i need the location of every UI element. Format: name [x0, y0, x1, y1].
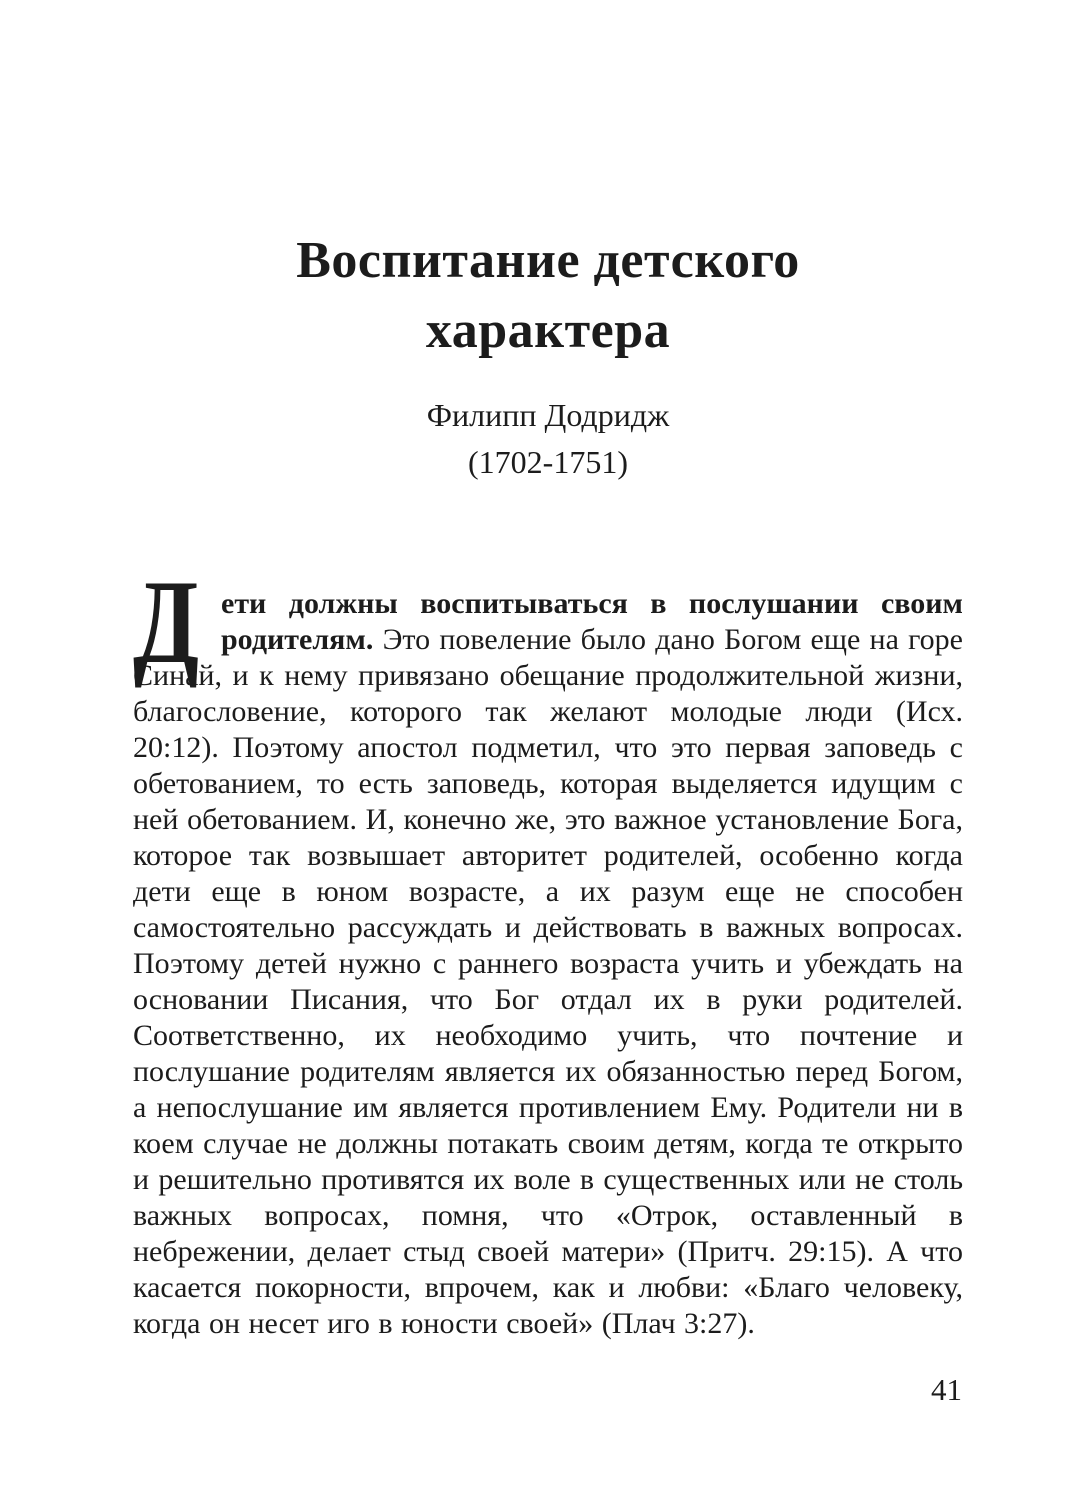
page-title: [133, 226, 963, 366]
author-block: [133, 392, 963, 486]
page-title-line-1: Воспитание детского: [296, 232, 800, 289]
paragraph-lead-bold: ети должны воспитываться в послушании своим родителям.: [221, 587, 963, 656]
paragraph-text: Это повеление было дано Богом еще на горе Синай, и к нему привязано обещание продолжительной жизни, благословение, которого так желают молодые люди (Исх. 20:12). Поэтому апостол подметил, что это первая заповедь с обетованием, то есть заповедь, которая выделяется идущим с ней обетованием. И, конечно же, это важное установление Бога, которое так возвышает авторитет родителей, особенно когда дети еще в юном возрасте, а их разум еще не способен самостоятельно рассуждать и действовать в важных вопросах. Поэтому детей нужно с раннего возраста учить и убеждать на основании Писания, что Бог отдал их в руки родителей. Соответственно, их необходимо учить, что почтение и послушание родителям является их обязанностью перед Богом, а непослушание им является противлением Ему. Родители ни в коем случае не должны потакать своим детям, когда те открыто и решительно противятся их воле в существенных или не столь важных вопросах, помня, что «Отрок, оставленный в небрежении, делает стыд своей матери» (Притч. 29:15). А что касается покорности, впрочем, как и любви: «Благо человеку, когда он несет иго в юности своей» (Плач 3:27).: [133, 623, 963, 1340]
paragraph: [133, 555, 963, 1342]
page-number: 41: [931, 1372, 962, 1407]
author-years: (1702-1751): [468, 444, 628, 480]
author-name: Филипп Додридж: [426, 397, 670, 433]
page-title-line-2: характера: [425, 302, 671, 359]
drop-cap: Д: [133, 555, 200, 688]
text-column: [133, 0, 963, 1342]
